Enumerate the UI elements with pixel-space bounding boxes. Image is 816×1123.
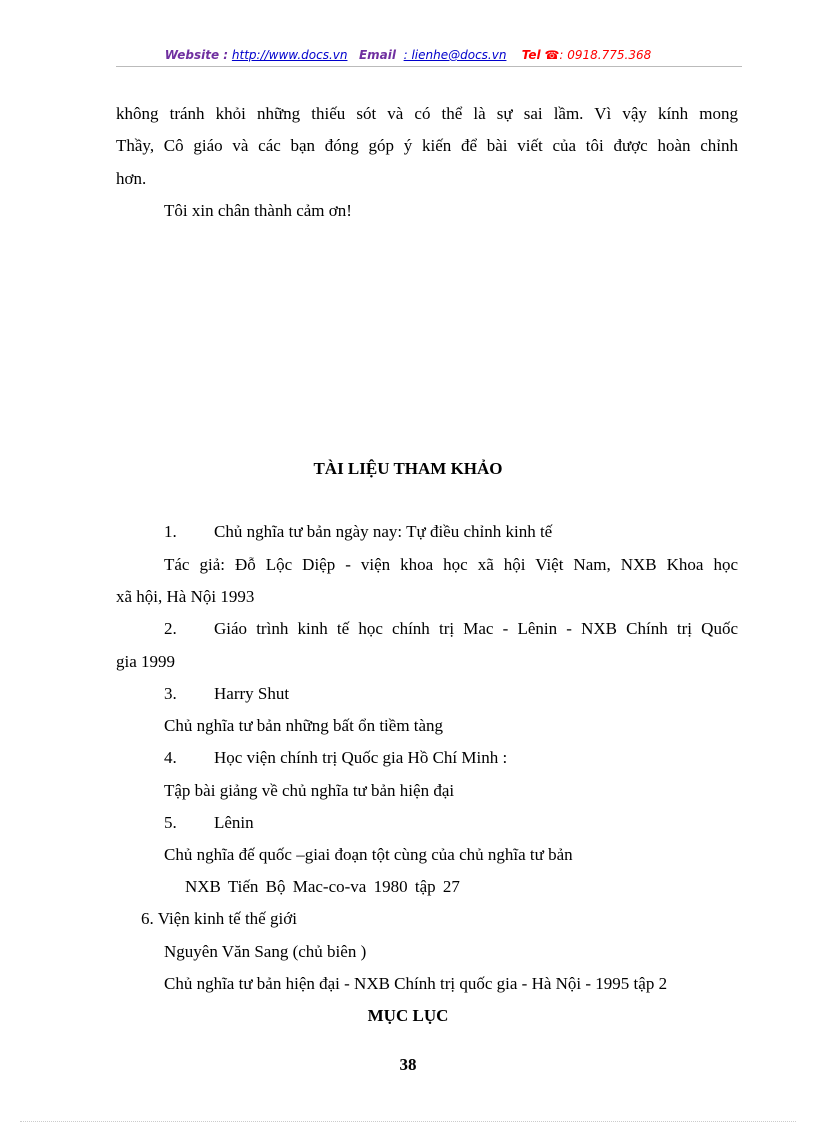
reference-5-publisher: NXB Tiến Bộ Mac-co-va 1980 tập 27 [185,877,460,896]
intro-line-1: không tránh khỏi những thiếu sót và có thể là sự sai lầm. Vì vậy kính mong [116,104,738,123]
reference-1-title [164,522,552,542]
tel-value: : 0918.775.368 [559,48,652,62]
reference-2-number: 2. [164,619,177,638]
reference-3-book: Chủ nghĩa tư bản những bất ổn tiềm tàng [164,716,444,735]
page-header [0,48,816,62]
reference-1-number: 1. [164,522,177,541]
toc-title: MỤC LỤC [367,1006,449,1025]
website-label: Website : [164,48,229,62]
thanks-text: Tôi xin chân thành cảm ơn! [164,201,352,220]
reference-4-title [164,748,507,768]
reference-3-number: 3. [164,684,177,703]
tel-label: Tel [521,48,541,62]
reference-3-text: Harry Shut [214,684,290,703]
intro-line-3: hơn. [116,169,147,188]
email-label: Email [358,48,396,62]
reference-5-book: Chủ nghĩa đế quốc –giai đoạn tột cùng của chủ nghĩa tư bản [164,845,573,864]
reference-3-title [164,684,289,704]
website-link[interactable]: http://www.docs.vn [231,48,348,62]
page-bottom-border [20,1121,796,1122]
reference-5-number: 5. [164,813,177,832]
reference-6-editor: Nguyên Văn Sang (chủ biên ) [164,942,367,961]
reference-5-title [164,813,254,833]
reference-5-text: Lênin [214,813,254,832]
reference-1-author: Tác giả: Đỗ Lộc Diệp - viện khoa học xã hội Việt Nam, NXB Khoa học [164,555,738,574]
reference-6-book: Chủ nghĩa tư bản hiện đại - NXB Chính trị quốc gia - Hà Nội - 1995 tập 2 [164,974,668,993]
reference-2-title [164,619,738,639]
phone-icon: ☎ [544,48,560,62]
reference-4-book: Tập bài giảng về chủ nghĩa tư bản hiện đại [164,781,455,800]
page-number: 38 [399,1055,417,1074]
header-divider [116,66,742,67]
reference-4-number: 4. [164,748,177,767]
reference-2-text: Giáo trình kinh tế học chính trị Mac - Lênin - NXB Chính trị Quốc [214,619,738,638]
reference-2-year: gia 1999 [116,652,176,671]
reference-1-publisher: xã hội, Hà Nội 1993 [116,587,255,606]
reference-6-title: 6. Viện kinh tế thế giới [141,909,297,928]
intro-line-2: Thầy, Cô giáo và các bạn đóng góp ý kiến để bài viết của tôi được hoàn chỉnh [116,136,738,155]
reference-4-text: Học viện chính trị Quốc gia Hồ Chí Minh : [214,748,508,767]
email-link[interactable]: : lienhe@docs.vn [403,48,507,62]
references-title: TÀI LIỆU THAM KHẢO [313,459,503,478]
reference-1-text: Chủ nghĩa tư bản ngày nay: Tự điều chỉnh kinh tế [214,522,553,541]
